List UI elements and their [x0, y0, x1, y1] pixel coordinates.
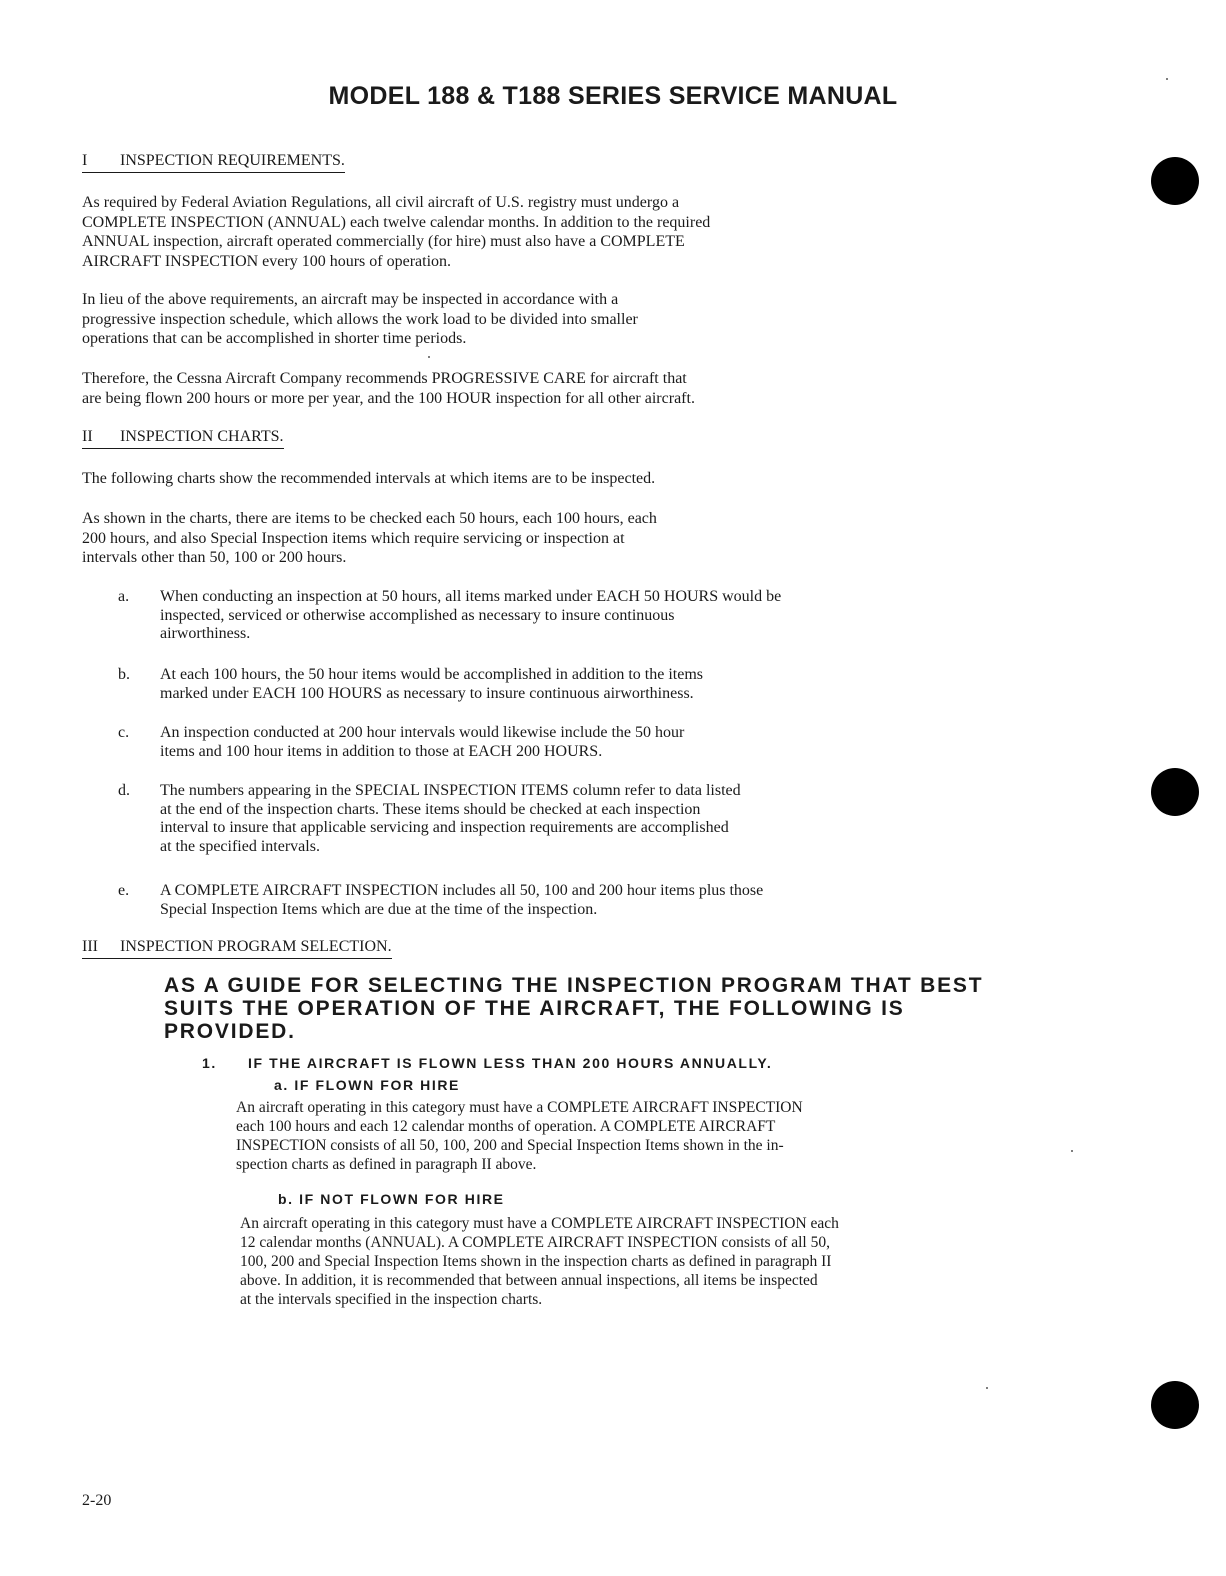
paragraph-charts-intro — [82, 469, 982, 489]
list-letter: a. — [118, 588, 130, 605]
text-line: items and 100 hour items in addition to those at EACH 200 HOURS. — [160, 742, 603, 760]
punch-hole — [1151, 768, 1199, 816]
paragraph-recommendation — [82, 369, 982, 408]
text-line: Special Inspection Items which are due at the time of the inspection. — [160, 900, 598, 918]
text-line: An inspection conducted at 200 hour intervals would likewise include the 50 hour — [160, 724, 685, 741]
case-title: IF THE AIRCRAFT IS FLOWN LESS THAN 200 HOURS ANNUALLY. — [248, 1055, 773, 1071]
text-line: COMPLETE INSPECTION (ANNUAL) each twelve calendar months. In addition to the required — [82, 213, 711, 231]
text-line: ANNUAL inspection, aircraft operated commercially (for hire) must also have a COMPLETE — [82, 233, 685, 250]
case-1b-heading: b. IF NOT FLOWN FOR HIRE — [278, 1191, 505, 1207]
scan-speck — [428, 356, 430, 358]
text-line: SUITS THE OPERATION OF THE AIRCRAFT, THE FOLLOWING IS — [164, 997, 905, 1020]
text-line: The following charts show the recommended intervals at which items are to be inspected. — [82, 470, 656, 487]
text-line: As shown in the charts, there are items to be checked each 50 hours, each 100 hours, each — [82, 510, 657, 527]
text-line: airworthiness. — [160, 625, 251, 642]
section-number: III — [82, 938, 98, 955]
page-number: 2-20 — [82, 1492, 112, 1509]
scan-speck — [1071, 1150, 1073, 1152]
text-line: A COMPLETE AIRCRAFT INSPECTION includes all 50, 100 and 200 hour items plus those — [160, 882, 764, 899]
paragraph-charts-intervals — [82, 509, 982, 568]
section-heading-inspection-charts — [82, 428, 284, 449]
text-line: at the specified intervals. — [160, 837, 320, 855]
text-line: An aircraft operating in this category must have a COMPLETE AIRCRAFT INSPECTION — [236, 1099, 803, 1116]
list-letter: b. — [118, 666, 130, 683]
text-line: At each 100 hours, the 50 hour items would be accomplished in addition to the items — [160, 666, 704, 683]
case-1a-text — [236, 1098, 803, 1174]
page-title: MODEL 188 & T188 SERIES SERVICE MANUAL — [328, 82, 898, 110]
text-line: operations that can be accomplished in shorter time periods. — [82, 330, 467, 347]
text-line: In lieu of the above requirements, an aircraft may be inspected in accordance with a — [82, 291, 619, 308]
section-heading-program-selection — [82, 938, 392, 959]
text-line: 100, 200 and Special Inspection Items shown in the inspection charts as defined in paragraph II — [240, 1253, 832, 1270]
list-letter: d. — [118, 782, 130, 799]
paragraph-annual-requirement — [82, 193, 982, 271]
punch-hole — [1151, 1381, 1199, 1429]
text-line: inspected, serviced or otherwise accomplished as necessary to insure continuous — [160, 606, 675, 624]
section-title: INSPECTION REQUIREMENTS. — [120, 152, 345, 169]
list-letter: e. — [118, 882, 130, 899]
text-line: marked under EACH 100 HOURS as necessary to insure continuous airworthiness. — [160, 684, 694, 702]
text-line: Therefore, the Cessna Aircraft Company recommends PROGRESSIVE CARE for aircraft that — [82, 370, 687, 387]
section-heading-inspection-requirements — [82, 152, 345, 173]
case-number: 1. — [202, 1055, 217, 1071]
text-line: When conducting an inspection at 50 hours, all items marked under EACH 50 HOURS would be — [160, 588, 782, 605]
case-1b-text — [240, 1214, 839, 1309]
text-line: INSPECTION consists of all 50, 100, 200 and Special Inspection Items shown in the in- — [236, 1137, 784, 1154]
text-line: intervals other than 50, 100 or 200 hours. — [82, 549, 347, 566]
text-line: 200 hours, and also Special Inspection items which require servicing or inspection at — [82, 529, 625, 547]
text-line: As required by Federal Aviation Regulations, all civil aircraft of U.S. registry must undergo a — [82, 194, 680, 211]
text-line: spection charts as defined in paragraph II above. — [236, 1156, 537, 1173]
paragraph-progressive-inspection — [82, 290, 982, 349]
case-1-heading — [202, 1055, 772, 1071]
section-title: INSPECTION PROGRAM SELECTION. — [120, 938, 392, 955]
text-line: An aircraft operating in this category must have a COMPLETE AIRCRAFT INSPECTION each — [240, 1215, 839, 1232]
program-selection-guide — [164, 974, 983, 1043]
text-line: at the intervals specified in the inspection charts. — [240, 1291, 543, 1308]
text-line: at the end of the inspection charts. These items should be checked at each inspection — [160, 800, 701, 818]
section-number: II — [82, 428, 93, 445]
punch-hole — [1151, 157, 1199, 205]
scan-speck — [986, 1387, 988, 1389]
text-line: 12 calendar months (ANNUAL). A COMPLETE AIRCRAFT INSPECTION consists of all 50, — [240, 1234, 830, 1251]
case-1a-heading: a. IF FLOWN FOR HIRE — [274, 1077, 460, 1093]
text-line: progressive inspection schedule, which allows the work load to be divided into smaller — [82, 310, 638, 328]
list-letter: c. — [118, 724, 130, 741]
text-line: AS A GUIDE FOR SELECTING THE INSPECTION PROGRAM THAT BEST — [164, 974, 984, 997]
text-line: above. In addition, it is recommended that between annual inspections, all items be inspected — [240, 1272, 818, 1289]
text-line: interval to insure that applicable servicing and inspection requirements are accomplished — [160, 819, 729, 836]
text-line: The numbers appearing in the SPECIAL INSPECTION ITEMS column refer to data listed — [160, 782, 741, 799]
text-line: PROVIDED. — [164, 1020, 296, 1043]
section-number: I — [82, 152, 88, 169]
scan-speck — [1166, 78, 1168, 80]
section-title: INSPECTION CHARTS. — [120, 428, 284, 445]
text-line: are being flown 200 hours or more per year, and the 100 HOUR inspection for all other aircraft. — [82, 389, 695, 407]
text-line: AIRCRAFT INSPECTION every 100 hours of operation. — [82, 252, 452, 270]
text-line: each 100 hours and each 12 calendar months of operation. A COMPLETE AIRCRAFT — [236, 1118, 776, 1135]
